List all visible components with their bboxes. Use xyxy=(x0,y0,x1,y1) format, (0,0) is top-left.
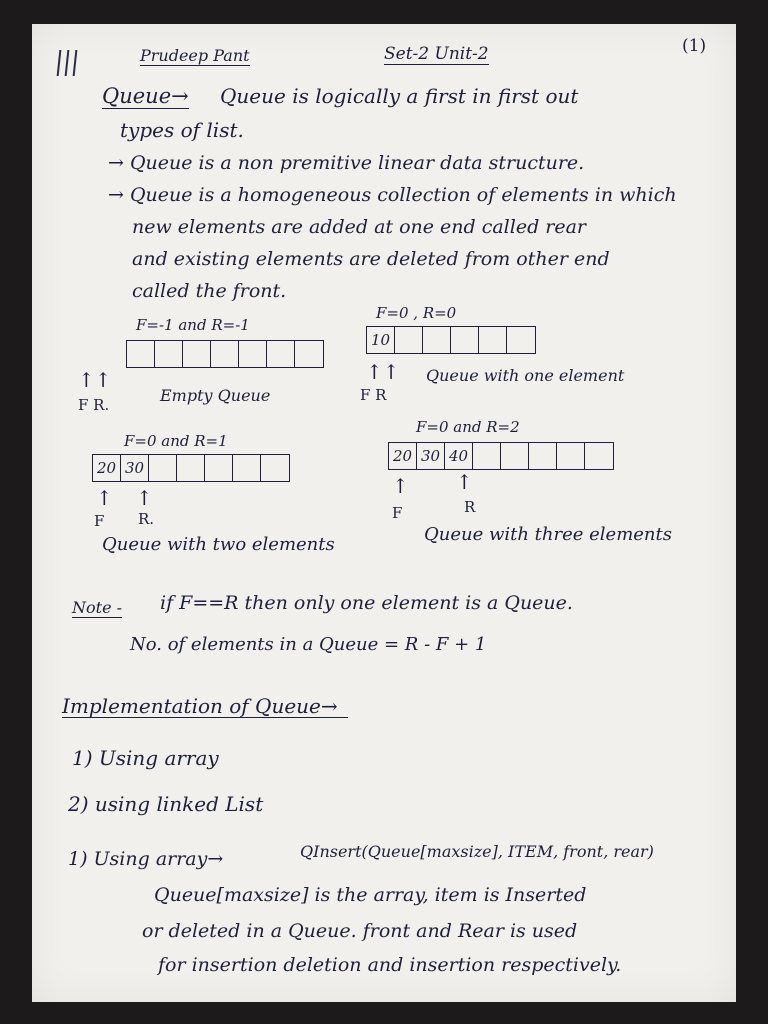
note-label: Note - xyxy=(72,598,123,617)
page-number: (1) xyxy=(682,36,707,56)
diagram-2-condition: F=0 , R=0 xyxy=(376,304,457,322)
bullet-2-line-3: and existing elements are deleted from other end xyxy=(132,248,610,270)
queue-cell xyxy=(149,455,177,481)
queue-cell: 20 xyxy=(389,443,417,469)
note-line-1: if F==R then only one element is a Queue. xyxy=(160,592,573,614)
queue-cell xyxy=(239,341,267,367)
up-arrow-icon: ↑ xyxy=(136,486,153,510)
queue-cell: 30 xyxy=(121,455,149,481)
queue-cell xyxy=(267,341,295,367)
queue-cell xyxy=(205,455,233,481)
using-array-label: 1) Using array→ xyxy=(68,848,224,870)
definition-line-2: types of list. xyxy=(120,118,244,142)
up-arrow-icon: ↑ xyxy=(456,470,473,494)
queue-cell xyxy=(501,443,529,469)
queue-cell xyxy=(155,341,183,367)
diagram-2-caption: Queue with one element xyxy=(426,366,625,385)
using-array-line-3: for insertion deletion and insertion respectively. xyxy=(158,954,622,976)
queue-cell: 30 xyxy=(417,443,445,469)
bullet-2-line-2: new elements are added at one end called rear xyxy=(132,216,587,238)
up-arrow-icon: ↑ xyxy=(96,486,113,510)
queue-cell xyxy=(557,443,585,469)
diagram-2-pointers: F R xyxy=(360,386,387,404)
diagram-4-condition: F=0 and R=2 xyxy=(416,418,520,436)
queue-cell xyxy=(507,327,535,353)
queue-cell: 10 xyxy=(367,327,395,353)
margin-lines xyxy=(58,50,82,80)
set-unit-label: Set-2 Unit-2 xyxy=(384,44,489,64)
queue-cell: 20 xyxy=(93,455,121,481)
queue-cell xyxy=(423,327,451,353)
diagram-3-condition: F=0 and R=1 xyxy=(124,432,228,450)
implementation-item-1: 1) Using array xyxy=(72,746,219,770)
queue-cell xyxy=(211,341,239,367)
diagram-4-front-label: F xyxy=(392,504,403,522)
diagram-3-rear-label: R. xyxy=(138,510,155,528)
queue-cell xyxy=(233,455,261,481)
queue-cell xyxy=(479,327,507,353)
up-arrow-icon: ↑ xyxy=(392,474,409,498)
up-arrow-icon: ↑↑ xyxy=(366,360,400,384)
diagram-2-queue xyxy=(366,326,536,354)
implementation-heading: Implementation of Queue→ xyxy=(62,696,348,718)
diagram-1-queue xyxy=(126,340,324,368)
queue-cell xyxy=(261,455,289,481)
bullet-1: → Queue is a non premitive linear data structure. xyxy=(108,152,585,174)
queue-cell xyxy=(473,443,501,469)
diagram-1-pointers: F R. xyxy=(78,396,110,414)
queue-cell xyxy=(451,327,479,353)
notebook-page xyxy=(32,24,736,1002)
queue-cell xyxy=(127,341,155,367)
definition-line-1: Queue is logically a first in first out xyxy=(220,84,579,108)
queue-cell xyxy=(183,341,211,367)
diagram-1-condition: F=-1 and R=-1 xyxy=(136,316,250,334)
diagram-1-caption: Empty Queue xyxy=(160,386,271,405)
using-array-line-2: or deleted in a Queue. front and Rear is used xyxy=(142,920,578,942)
diagram-3-caption: Queue with two elements xyxy=(102,534,335,555)
using-array-line-1: Queue[maxsize] is the array, item is Inserted xyxy=(154,884,587,906)
bullet-2-line-1: → Queue is a homogeneous collection of elements in which xyxy=(108,184,677,206)
diagram-4-queue xyxy=(388,442,614,470)
queue-cell xyxy=(529,443,557,469)
queue-cell xyxy=(177,455,205,481)
implementation-item-2: 2) using linked List xyxy=(68,792,264,816)
up-arrow-icon: ↑↑ xyxy=(78,368,112,392)
qinsert-signature: QInsert(Queue[maxsize], ITEM, front, rear) xyxy=(300,842,654,861)
note-line-2: No. of elements in a Queue = R - F + 1 xyxy=(130,634,487,655)
queue-cell xyxy=(395,327,423,353)
queue-cell xyxy=(295,341,323,367)
bullet-2-line-4: called the front. xyxy=(132,280,287,302)
diagram-4-caption: Queue with three elements xyxy=(424,524,672,545)
diagram-3-queue xyxy=(92,454,290,482)
diagram-4-rear-label: R xyxy=(464,498,476,516)
diagram-3-front-label: F xyxy=(94,512,105,530)
queue-cell: 40 xyxy=(445,443,473,469)
queue-heading: Queue→ xyxy=(102,84,189,108)
author-name: Prudeep Pant xyxy=(140,46,250,65)
queue-cell xyxy=(585,443,613,469)
